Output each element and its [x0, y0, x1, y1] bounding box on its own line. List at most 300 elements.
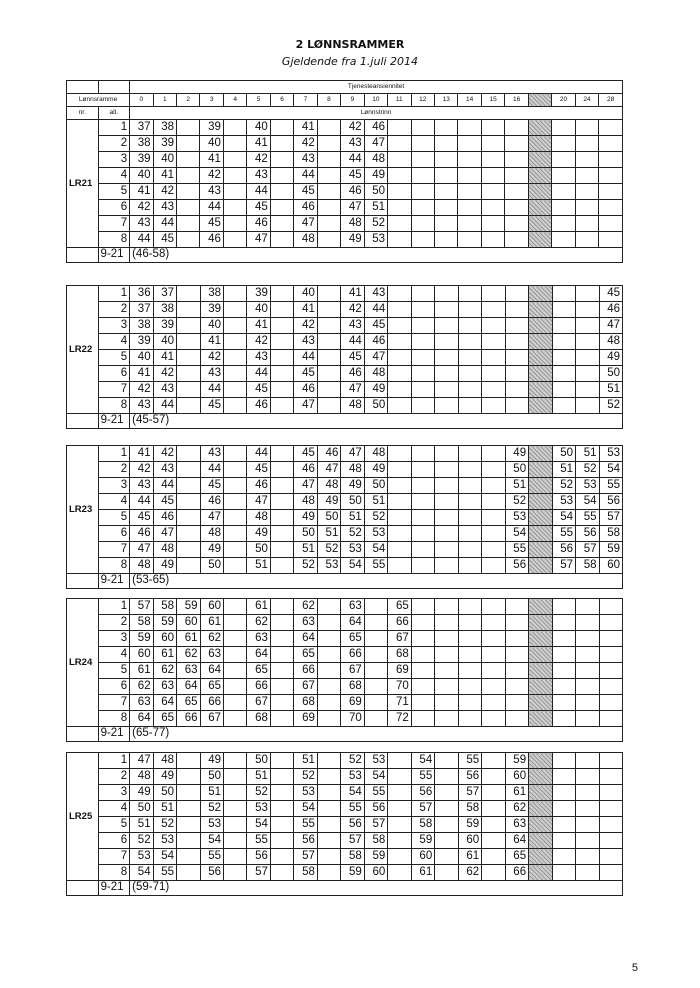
salary-step-cell [388, 801, 411, 817]
salary-step-cell [599, 615, 623, 631]
salary-step-cell [505, 695, 528, 711]
salary-step-cell: 48 [153, 753, 176, 769]
salary-step-cell: 51 [552, 462, 575, 478]
salary-step-cell: 60 [458, 833, 481, 849]
salary-step-cell [435, 542, 458, 558]
salary-step-cell [458, 184, 481, 200]
salary-step-cell [575, 120, 598, 136]
salary-step-cell: 44 [364, 302, 387, 318]
salary-step-cell: 63 [130, 695, 153, 711]
salary-step-cell: 41 [130, 184, 153, 200]
salary-step-cell: 48 [153, 542, 176, 558]
alt-number: 3 [98, 478, 130, 494]
salary-step-cell [224, 478, 247, 494]
salary-step-cell [364, 615, 387, 631]
salary-step-cell: 54 [247, 817, 270, 833]
salary-step-cell: 43 [130, 478, 153, 494]
salary-step-cell [528, 136, 551, 152]
salary-step-cell [482, 801, 505, 817]
alt-number: 1 [98, 120, 130, 136]
header-year: 16 [505, 94, 528, 107]
salary-step-cell [458, 286, 481, 302]
salary-step-cell: 50 [341, 494, 364, 510]
salary-step-cell: 41 [200, 152, 223, 168]
salary-step-cell [177, 382, 200, 398]
salary-step-cell: 61 [411, 865, 434, 881]
salary-step-cell: 53 [130, 849, 153, 865]
salary-step-cell: 53 [153, 833, 176, 849]
salary-step-cell: 62 [153, 663, 176, 679]
salary-step-cell [388, 510, 411, 526]
salary-step-cell: 68 [294, 695, 317, 711]
table-row [67, 833, 623, 849]
salary-step-cell: 43 [153, 462, 176, 478]
salary-step-cell: 44 [247, 446, 270, 462]
alt-number: 4 [98, 168, 130, 184]
salary-step-cell [224, 615, 247, 631]
salary-step-cell: 53 [505, 510, 528, 526]
salary-step-cell: 43 [200, 446, 223, 462]
salary-step-cell [411, 510, 434, 526]
salary-step-cell: 53 [200, 817, 223, 833]
salary-step-cell [411, 168, 434, 184]
salary-step-cell: 40 [130, 168, 153, 184]
salary-step-cell [270, 350, 293, 366]
salary-step-cell [364, 695, 387, 711]
table-row [67, 302, 623, 318]
salary-step-cell [552, 615, 575, 631]
salary-step-cell [552, 679, 575, 695]
salary-step-cell: 46 [364, 334, 387, 350]
salary-step-cell [576, 711, 599, 727]
salary-step-cell: 54 [153, 849, 176, 865]
salary-step-cell [224, 817, 247, 833]
salary-step-cell [435, 753, 458, 769]
salary-step-cell [482, 382, 505, 398]
salary-step-cell [458, 695, 481, 711]
salary-step-cell: 48 [130, 769, 153, 785]
salary-step-cell [576, 833, 599, 849]
salary-step-cell [411, 398, 434, 414]
salary-step-cell [599, 865, 623, 881]
salary-step-cell [529, 753, 552, 769]
salary-step-cell [411, 647, 434, 663]
salary-step-cell [317, 663, 340, 679]
alt-number: 2 [98, 462, 130, 478]
salary-step-cell [529, 462, 552, 478]
salary-step-cell [224, 382, 247, 398]
salary-step-cell: 57 [294, 849, 317, 865]
salary-step-cell: 53 [247, 801, 270, 817]
salary-step-cell [458, 168, 481, 184]
header-year [528, 94, 551, 107]
salary-step-cell: 41 [153, 350, 176, 366]
salary-step-cell [388, 232, 411, 248]
salary-step-cell: 51 [294, 542, 317, 558]
salary-step-cell: 46 [341, 184, 364, 200]
table-row [67, 152, 623, 168]
salary-step-cell [552, 136, 575, 152]
salary-step-cell [576, 334, 599, 350]
salary-step-cell: 44 [130, 232, 153, 248]
salary-step-cell [434, 200, 457, 216]
salary-step-cell: 53 [294, 785, 317, 801]
salary-step-cell [482, 753, 505, 769]
salary-step-cell: 58 [153, 599, 176, 615]
salary-step-cell: 38 [153, 120, 176, 136]
salary-step-cell [434, 136, 457, 152]
salary-step-cell: 53 [364, 232, 387, 248]
salary-step-cell [575, 136, 598, 152]
salary-step-cell: 43 [130, 398, 153, 414]
salary-step-cell: 47 [294, 398, 317, 414]
salary-step-cell: 47 [130, 542, 153, 558]
salary-step-cell [270, 526, 293, 542]
salary-step-cell: 51 [364, 200, 387, 216]
alt-number: 7 [98, 695, 130, 711]
salary-step-cell: 63 [341, 599, 364, 615]
salary-step-cell [529, 801, 552, 817]
salary-step-cell: 62 [177, 647, 200, 663]
header-year: 28 [599, 94, 623, 107]
salary-step-cell [411, 334, 434, 350]
salary-step-cell: 40 [200, 136, 223, 152]
salary-frame-lr22 [66, 285, 623, 429]
salary-step-cell [317, 865, 340, 881]
span-value: (46-58) [130, 248, 623, 263]
salary-step-cell [481, 232, 504, 248]
salary-step-cell: 48 [294, 494, 317, 510]
span-blank [67, 574, 99, 589]
salary-step-cell: 46 [294, 462, 317, 478]
salary-step-cell: 67 [294, 679, 317, 695]
salary-step-cell [411, 152, 434, 168]
salary-step-cell: 46 [317, 446, 340, 462]
frame-label: LR23 [67, 446, 99, 574]
span-blank [67, 414, 99, 429]
salary-step-cell [575, 232, 598, 248]
salary-step-cell: 66 [341, 647, 364, 663]
salary-step-cell [599, 647, 623, 663]
salary-step-cell: 66 [294, 663, 317, 679]
salary-step-cell [458, 398, 481, 414]
salary-step-cell: 40 [247, 302, 270, 318]
table-row [67, 334, 623, 350]
salary-step-cell: 62 [247, 615, 270, 631]
salary-step-cell: 71 [388, 695, 411, 711]
salary-step-cell [317, 615, 340, 631]
salary-step-cell: 61 [247, 599, 270, 615]
salary-step-cell: 62 [294, 599, 317, 615]
salary-step-cell [529, 478, 552, 494]
alt-number: 3 [98, 631, 130, 647]
salary-step-cell [270, 318, 293, 334]
alt-number: 5 [98, 663, 130, 679]
salary-step-cell [434, 168, 457, 184]
salary-step-cell: 59 [153, 615, 176, 631]
salary-step-cell: 55 [411, 769, 434, 785]
salary-step-cell: 41 [153, 168, 176, 184]
alt-number: 5 [98, 510, 130, 526]
salary-step-cell [599, 216, 623, 232]
salary-step-cell [505, 152, 528, 168]
salary-step-cell: 61 [153, 647, 176, 663]
salary-step-cell: 51 [364, 494, 387, 510]
salary-step-cell: 47 [200, 510, 223, 526]
salary-step-cell: 62 [458, 865, 481, 881]
salary-step-cell [482, 446, 505, 462]
salary-step-cell [576, 865, 599, 881]
salary-step-cell: 42 [200, 168, 223, 184]
salary-step-cell: 67 [388, 631, 411, 647]
salary-step-cell: 63 [153, 679, 176, 695]
salary-step-cell [552, 833, 575, 849]
salary-step-cell: 65 [200, 679, 223, 695]
salary-step-cell: 59 [177, 599, 200, 615]
alt-number: 3 [98, 318, 130, 334]
header-year: 2 [177, 94, 200, 107]
salary-step-cell: 62 [200, 631, 223, 647]
salary-step-cell: 51 [294, 753, 317, 769]
salary-step-cell [505, 711, 528, 727]
salary-step-cell: 43 [153, 382, 176, 398]
salary-step-cell [270, 494, 293, 510]
salary-step-cell [434, 216, 457, 232]
salary-step-cell: 45 [341, 168, 364, 184]
salary-step-cell [435, 865, 458, 881]
salary-step-cell: 41 [341, 286, 364, 302]
salary-step-cell [411, 526, 434, 542]
salary-step-cell [599, 817, 623, 833]
alt-number: 1 [98, 446, 130, 462]
span-label: 9-21 [98, 727, 130, 742]
table-row [67, 232, 623, 248]
salary-step-cell [482, 849, 505, 865]
salary-step-cell: 40 [130, 350, 153, 366]
salary-step-cell [576, 302, 599, 318]
salary-step-cell [505, 398, 528, 414]
salary-step-cell [270, 510, 293, 526]
alt-number: 7 [98, 849, 130, 865]
salary-step-cell: 42 [153, 366, 176, 382]
salary-step-cell [411, 216, 434, 232]
alt-number: 7 [98, 542, 130, 558]
salary-step-cell: 39 [130, 152, 153, 168]
salary-step-cell: 62 [505, 801, 528, 817]
salary-step-cell [552, 366, 575, 382]
salary-step-cell [411, 318, 434, 334]
salary-step-cell: 39 [247, 286, 270, 302]
salary-step-cell: 47 [364, 136, 387, 152]
salary-step-cell: 64 [177, 679, 200, 695]
salary-step-cell: 54 [505, 526, 528, 542]
header-year: 4 [223, 94, 246, 107]
salary-step-cell [388, 334, 411, 350]
salary-step-cell: 50 [247, 753, 270, 769]
salary-step-cell [364, 647, 387, 663]
span-value: (59-71) [130, 881, 623, 896]
salary-step-cell: 48 [341, 462, 364, 478]
salary-step-cell: 49 [364, 382, 387, 398]
header-year: 11 [388, 94, 411, 107]
alt-number: 2 [98, 615, 130, 631]
salary-step-cell [481, 120, 504, 136]
salary-step-cell [177, 216, 200, 232]
salary-step-cell: 54 [599, 462, 623, 478]
salary-step-cell [177, 494, 200, 510]
salary-step-cell [411, 663, 434, 679]
salary-step-cell [599, 232, 623, 248]
salary-step-cell [317, 152, 340, 168]
salary-step-cell [529, 769, 552, 785]
header-year: 10 [364, 94, 387, 107]
salary-step-cell: 60 [130, 647, 153, 663]
salary-step-cell [388, 216, 411, 232]
salary-step-cell: 43 [130, 216, 153, 232]
salary-step-cell: 58 [411, 817, 434, 833]
table-row [67, 382, 623, 398]
salary-step-cell [552, 184, 575, 200]
salary-step-cell [388, 785, 411, 801]
salary-step-cell: 46 [364, 120, 387, 136]
salary-step-cell: 58 [341, 849, 364, 865]
salary-step-cell: 54 [341, 558, 364, 574]
salary-step-cell: 63 [294, 615, 317, 631]
salary-step-cell [317, 679, 340, 695]
salary-step-cell [552, 120, 575, 136]
salary-step-cell [482, 615, 505, 631]
salary-step-cell [458, 232, 481, 248]
salary-step-cell [528, 232, 551, 248]
salary-step-cell [270, 136, 293, 152]
salary-step-cell [458, 200, 481, 216]
salary-step-cell: 41 [200, 334, 223, 350]
salary-step-cell: 52 [576, 462, 599, 478]
salary-step-cell [576, 286, 599, 302]
salary-step-cell: 69 [294, 711, 317, 727]
salary-step-cell: 51 [599, 382, 623, 398]
salary-step-cell [270, 446, 293, 462]
salary-step-cell [552, 647, 575, 663]
salary-step-cell [599, 695, 623, 711]
salary-step-cell: 37 [130, 120, 153, 136]
salary-step-cell [505, 647, 528, 663]
salary-step-cell: 58 [294, 865, 317, 881]
salary-step-cell [388, 152, 411, 168]
salary-step-cell: 64 [505, 833, 528, 849]
salary-step-cell: 45 [247, 462, 270, 478]
salary-step-cell [529, 599, 552, 615]
salary-step-cell [458, 462, 481, 478]
salary-step-cell [528, 184, 551, 200]
salary-step-cell [388, 446, 411, 462]
salary-step-cell [317, 398, 340, 414]
salary-step-cell [411, 462, 434, 478]
salary-step-cell [411, 615, 434, 631]
salary-step-cell: 49 [247, 526, 270, 542]
alt-number: 8 [98, 865, 130, 881]
salary-step-cell [482, 663, 505, 679]
salary-step-cell: 52 [130, 833, 153, 849]
salary-step-cell: 66 [247, 679, 270, 695]
salary-step-cell: 65 [388, 599, 411, 615]
alt-number: 2 [98, 136, 130, 152]
salary-step-cell [270, 232, 293, 248]
salary-step-cell: 60 [505, 769, 528, 785]
alt-number: 5 [98, 817, 130, 833]
header-blank [67, 81, 99, 94]
salary-step-cell: 54 [364, 769, 387, 785]
salary-step-cell [317, 711, 340, 727]
salary-step-cell: 48 [364, 366, 387, 382]
salary-step-cell [529, 695, 552, 711]
salary-step-cell [388, 318, 411, 334]
salary-step-cell: 50 [364, 184, 387, 200]
salary-step-cell [458, 711, 481, 727]
header-nr: nr. [67, 107, 99, 120]
salary-step-cell [317, 366, 340, 382]
salary-step-cell [435, 318, 458, 334]
salary-step-cell [552, 663, 575, 679]
salary-step-cell [481, 216, 504, 232]
salary-step-cell [177, 849, 200, 865]
salary-step-cell [552, 695, 575, 711]
table-row [67, 286, 623, 302]
salary-step-cell: 46 [247, 216, 270, 232]
salary-step-cell [552, 168, 575, 184]
salary-step-cell [317, 168, 340, 184]
salary-step-cell [552, 216, 575, 232]
salary-step-cell: 44 [341, 152, 364, 168]
salary-step-cell [529, 302, 552, 318]
salary-step-cell [411, 232, 434, 248]
salary-step-cell [576, 753, 599, 769]
salary-step-cell: 50 [200, 558, 223, 574]
salary-step-cell [317, 849, 340, 865]
salary-step-cell: 38 [130, 136, 153, 152]
salary-step-cell [435, 849, 458, 865]
header-year: 24 [575, 94, 598, 107]
alt-number: 6 [98, 833, 130, 849]
salary-step-cell [224, 334, 247, 350]
salary-step-cell [458, 366, 481, 382]
salary-step-cell [411, 711, 434, 727]
salary-step-cell [482, 769, 505, 785]
salary-step-cell [177, 318, 200, 334]
salary-step-cell [270, 542, 293, 558]
salary-step-cell: 60 [411, 849, 434, 865]
salary-step-cell: 55 [200, 849, 223, 865]
salary-step-cell [177, 462, 200, 478]
alt-number: 5 [98, 184, 130, 200]
salary-step-cell: 48 [341, 216, 364, 232]
salary-step-cell: 64 [341, 615, 364, 631]
salary-step-cell: 46 [200, 232, 223, 248]
salary-step-cell: 70 [341, 711, 364, 727]
salary-step-cell: 58 [599, 526, 623, 542]
span-label: 9-21 [98, 248, 130, 263]
salary-step-cell: 61 [200, 615, 223, 631]
salary-step-cell: 42 [130, 462, 153, 478]
salary-step-cell [270, 382, 293, 398]
salary-step-cell [458, 478, 481, 494]
salary-step-cell [528, 120, 551, 136]
salary-step-cell [458, 526, 481, 542]
salary-step-cell: 50 [599, 366, 623, 382]
salary-step-cell: 43 [247, 350, 270, 366]
salary-step-cell [224, 398, 247, 414]
salary-step-cell [552, 350, 575, 366]
